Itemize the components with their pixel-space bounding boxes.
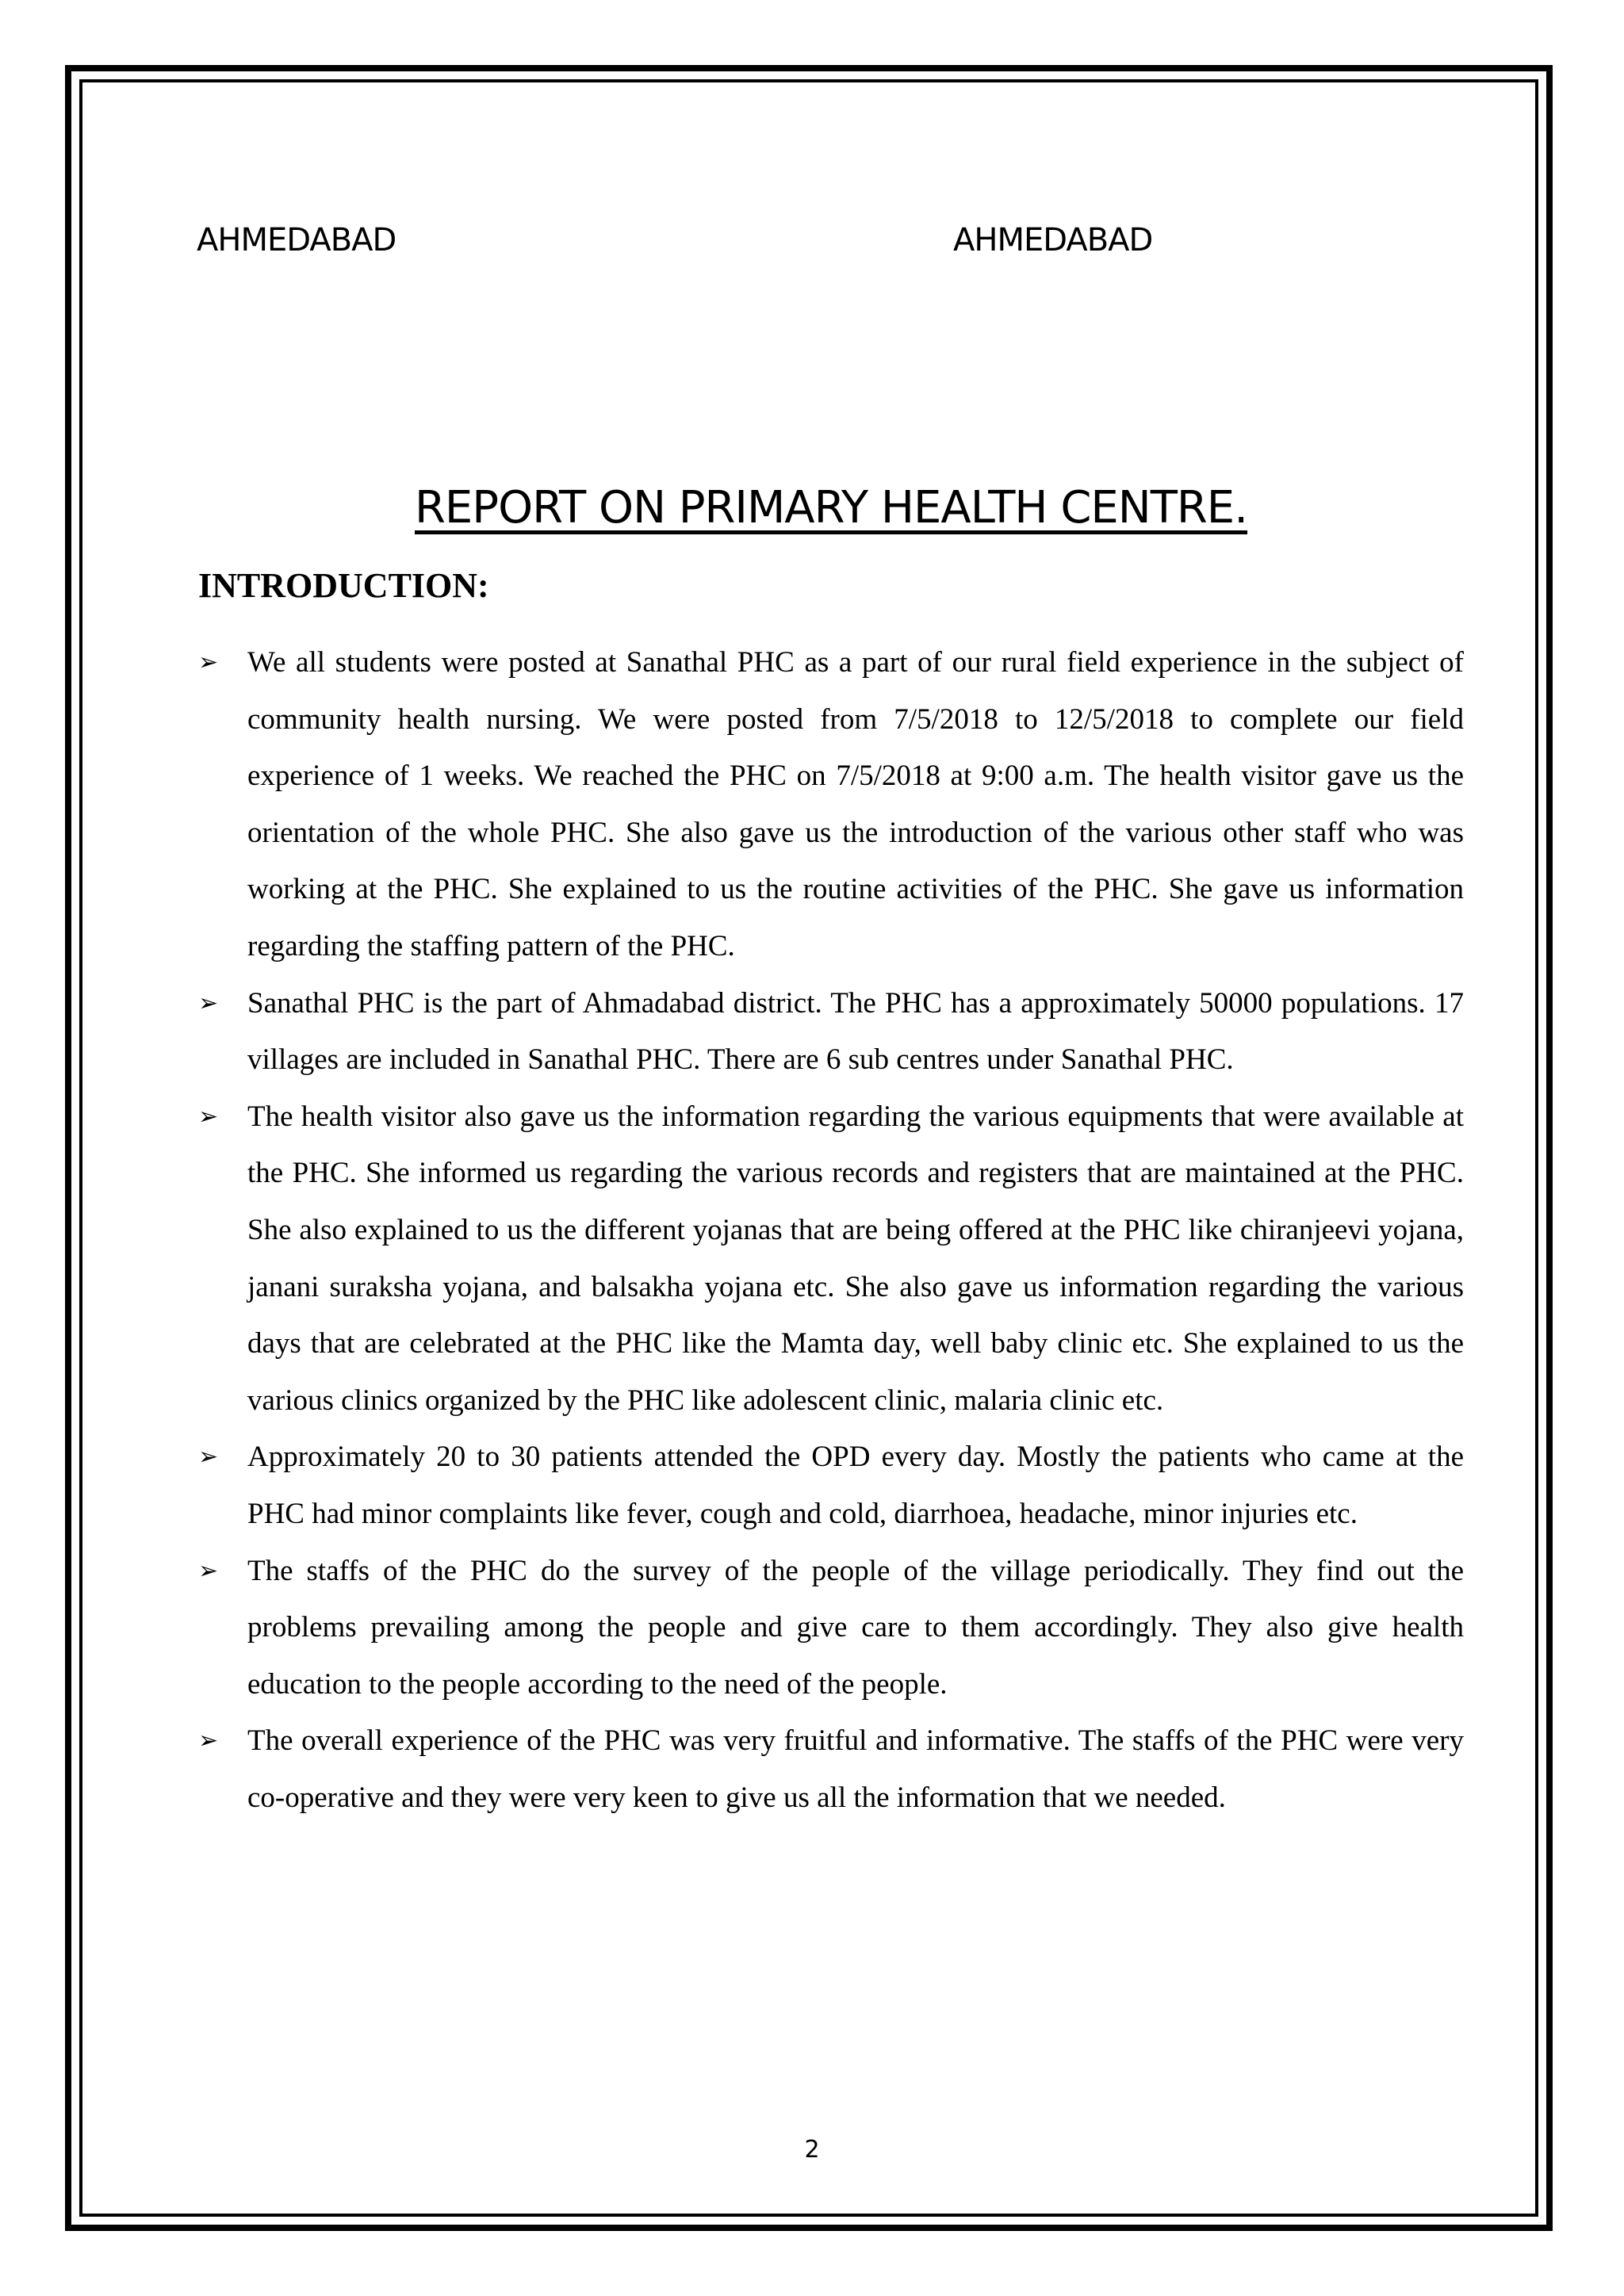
arrow-bullet-icon: ➢ [198, 1727, 219, 1755]
arrow-bullet-icon: ➢ [198, 649, 219, 676]
arrow-bullet-icon: ➢ [198, 1556, 219, 1585]
bullet-item [198, 1429, 1464, 1542]
header-left-text: AHMEDABAD [197, 222, 396, 258]
introduction-bullet-list [198, 634, 1464, 1826]
bullet-item [198, 1089, 1464, 1429]
report-title: REPORT ON PRIMARY HEALTH CENTRE. [415, 482, 1247, 534]
bullet-text: The staffs of the PHC do the survey of the people of the village periodically. They find out the problems prevailing among the people and give care to them accordingly. They also give health education to the people according to the need of the people. [247, 1554, 1464, 1701]
bullet-item [198, 1712, 1464, 1826]
bullet-text: Sanathal PHC is the part of Ahmadabad district. The PHC has a approximately 50000 populations. 17 villages are included in Sanathal PHC. There are 6 sub centres under Sanathal PHC. [247, 986, 1464, 1077]
bullet-item [198, 1543, 1464, 1713]
bullet-item [198, 634, 1464, 975]
header-right-text: AHMEDABAD [953, 222, 1153, 258]
bullet-text: The overall experience of the PHC was very fruitful and informative. The staffs of the PHC were very co-operative and they were very keen to give us all the information that we needed. [247, 1724, 1464, 1814]
bullet-item [198, 975, 1464, 1089]
arrow-bullet-icon: ➢ [198, 989, 219, 1017]
arrow-bullet-icon: ➢ [198, 1443, 219, 1471]
bullet-text: Approximately 20 to 30 patients attended the OPD every day. Mostly the patients who came at the PHC had minor complaints like fever, cough and cold, diarrhoea, headache, minor injuries etc. [247, 1441, 1464, 1530]
arrow-bullet-icon: ➢ [198, 1102, 219, 1131]
page-number: 2 [804, 2136, 820, 2164]
bullet-text: The health visitor also gave us the information regarding the various equipments that were available at the PHC. She informed us regarding the various records and registers that are maintained at the PHC. She also explained to us the different yojanas that are being offered at the PHC like chiranjeevi yojana, janani suraksha yojana, and balsakha yojana etc. She also gave us information regarding the various days that are celebrated at the PHC like the Mamta day, well baby clinic etc. She explained to us the various clinics organized by the PHC like adolescent clinic, malaria clinic etc. [247, 1100, 1464, 1417]
section-heading-introduction: INTRODUCTION: [198, 566, 489, 605]
bullet-text: We all students were posted at Sanathal PHC as a part of our rural field experience in the subject of community health nursing. We were posted from 7/5/2018 to 12/5/2018 to complete our field experience of 1 weeks. We reached the PHC on 7/5/2018 at 9:00 a.m. The health visitor gave us the orientation of the whole PHC. She also gave us the introduction of the various other staff who was working at the PHC. She explained to us the routine activities of the PHC. She gave us information regarding the staffing pattern of the PHC. [247, 646, 1464, 962]
